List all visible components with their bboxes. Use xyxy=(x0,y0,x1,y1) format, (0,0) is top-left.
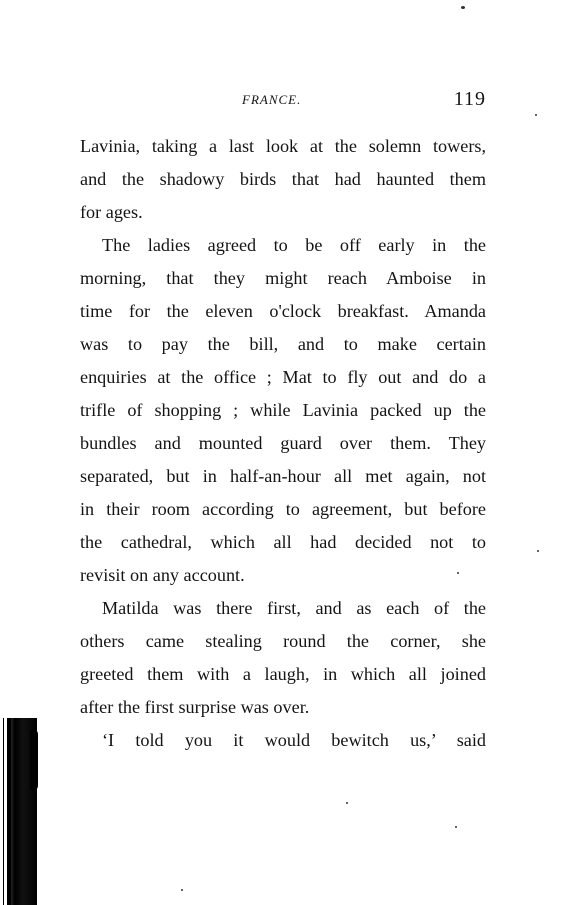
text-line: morning, that they might reach Amboise in xyxy=(80,268,486,288)
paragraph-first-line: The ladies agreed to be off early in the xyxy=(102,235,486,255)
scan-speck xyxy=(346,802,348,804)
body-text xyxy=(80,130,486,757)
text-line: trifle of shopping ; while Lavinia packed up the xyxy=(80,400,486,420)
text-line: Lavinia, taking a last look at the solemn towers, xyxy=(80,136,486,156)
running-title: FRANCE. xyxy=(242,92,302,107)
text-line: revisit on any account. xyxy=(80,565,245,585)
text-line: and the shadowy birds that had haunted them xyxy=(80,169,486,189)
scan-speck xyxy=(457,572,459,574)
scan-speck xyxy=(455,826,457,828)
scan-speck xyxy=(461,6,465,9)
scan-speck xyxy=(537,550,539,552)
scan-binding-shadow xyxy=(30,730,38,790)
text-line: separated, but in half-an-hour all met again, not xyxy=(80,466,486,486)
scan-speck xyxy=(181,889,183,891)
text-line: was to pay the bill, and to make certain xyxy=(80,334,486,354)
text-line: after the first surprise was over. xyxy=(80,697,310,717)
text-line: others came stealing round the corner, she xyxy=(80,631,486,651)
text-line: greeted them with a laugh, in which all joined xyxy=(80,664,486,684)
running-head xyxy=(80,88,486,112)
text-line: the cathedral, which all had decided not to xyxy=(80,532,486,552)
scan-speck xyxy=(535,114,537,116)
paragraph-first-line: ‘I told you it would bewitch us,’ said xyxy=(102,730,486,750)
text-line: bundles and mounted guard over them. They xyxy=(80,433,486,453)
text-line: for ages. xyxy=(80,202,143,222)
text-line: time for the eleven o'clock breakfast. Amanda xyxy=(80,301,486,321)
page-number: 119 xyxy=(453,88,486,110)
text-line: in their room according to agreement, but before xyxy=(80,499,486,519)
paragraph-first-line: Matilda was there first, and as each of the xyxy=(102,598,486,618)
text-line: enquiries at the office ; Mat to fly out and do a xyxy=(80,367,486,387)
